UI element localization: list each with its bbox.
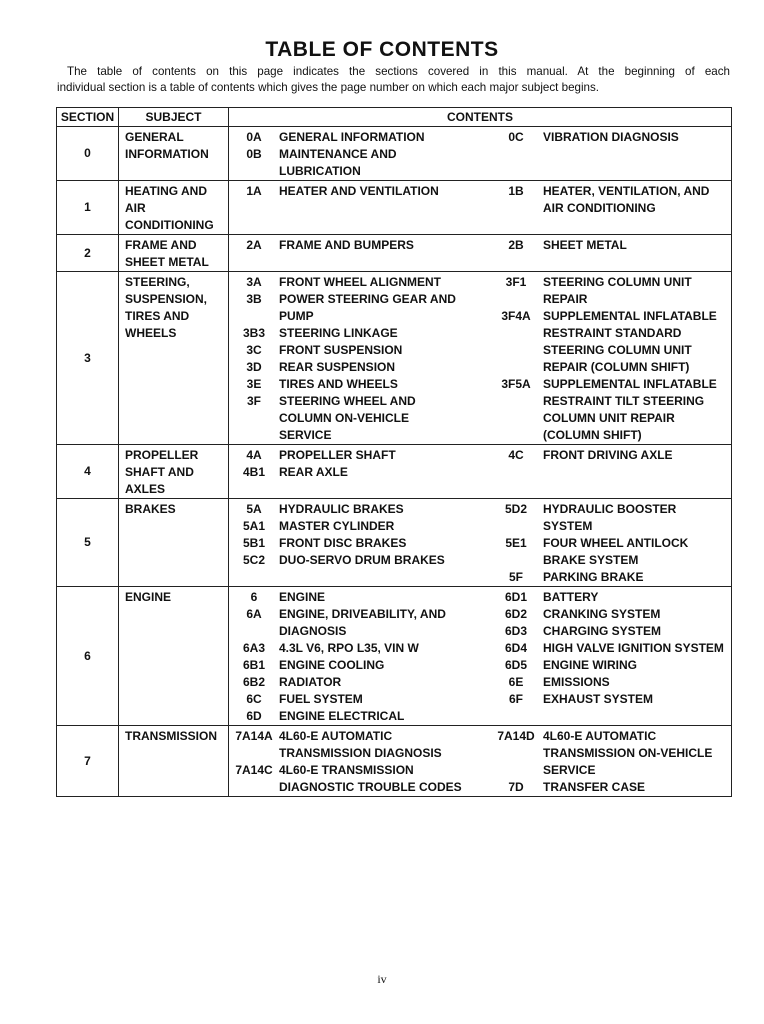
right-code (489, 291, 543, 308)
left-title: DIAGNOSIS (279, 624, 347, 638)
right-code: 3F1 (505, 275, 527, 289)
right-code: 6D1 (504, 590, 527, 604)
left-code: 3C (246, 343, 262, 357)
right-code: 6D4 (504, 641, 527, 655)
subject-cell (119, 181, 229, 235)
contents-grid (229, 501, 731, 586)
right-title: REPAIR (COLUMN SHIFT) (543, 360, 690, 374)
right-title: AIR CONDITIONING (543, 201, 656, 215)
right-code: 3F4A (501, 309, 531, 323)
left-title: TRANSMISSION DIAGNOSIS (279, 746, 442, 760)
left-code: 6A3 (242, 641, 265, 655)
subject-cell (119, 587, 229, 726)
section-number: 7 (57, 726, 119, 797)
subject-cell (119, 499, 229, 587)
left-code: 4B1 (242, 465, 265, 479)
left-title: FRONT SUSPENSION (279, 343, 403, 357)
left-code (229, 254, 279, 271)
right-title: CRANKING SYSTEM (543, 607, 661, 621)
right-title: VIBRATION DIAGNOSIS (543, 130, 679, 144)
contents-grid (229, 129, 731, 180)
contents-cell (229, 587, 732, 726)
right-title: TRANSFER CASE (543, 780, 646, 794)
left-title: STEERING LINKAGE (279, 326, 398, 340)
right-title: SHEET METAL (543, 238, 627, 252)
right-code (489, 254, 543, 271)
right-title (543, 708, 732, 725)
left-title: SERVICE (279, 428, 332, 442)
contents-grid (229, 589, 731, 725)
right-title (543, 163, 732, 180)
subject-line: AIR (125, 201, 146, 215)
contents-cell (229, 499, 732, 587)
subject-line: PROPELLER (125, 448, 199, 462)
left-title (279, 254, 489, 271)
subject-cell (119, 272, 229, 445)
right-code: 4C (508, 448, 524, 462)
left-title: FRONT WHEEL ALIGNMENT (279, 275, 441, 289)
left-code: 6B2 (242, 675, 265, 689)
right-title: ENGINE WIRING (543, 658, 638, 672)
left-code: 3D (246, 360, 262, 374)
table-row (57, 235, 732, 272)
right-code: 6F (508, 692, 523, 706)
right-title (543, 464, 732, 481)
right-title: FOUR WHEEL ANTILOCK (543, 536, 689, 550)
right-code (489, 393, 543, 410)
intro-paragraph (57, 64, 730, 96)
contents-table (56, 107, 732, 797)
subject-line: TRANSMISSION (125, 729, 218, 743)
left-title: FRAME AND BUMPERS (279, 238, 414, 252)
subject-line: HEATING AND (125, 184, 207, 198)
section-number: 5 (57, 499, 119, 587)
table-row (57, 499, 732, 587)
right-title: CHARGING SYSTEM (543, 624, 662, 638)
right-code: 5F (508, 570, 523, 584)
right-title: 4L60-E AUTOMATIC (543, 729, 657, 743)
left-code (229, 569, 279, 586)
right-code (489, 552, 543, 569)
subject-line: FRAME AND (125, 238, 197, 252)
section-number: 6 (57, 587, 119, 726)
left-code (229, 623, 279, 640)
right-title (543, 146, 732, 163)
left-code: 3B (246, 292, 262, 306)
section-number: 1 (57, 181, 119, 235)
left-code (229, 745, 279, 762)
right-code (489, 146, 543, 163)
left-code (229, 427, 279, 444)
right-code (489, 359, 543, 376)
table-header-row (57, 108, 732, 127)
left-title: LUBRICATION (279, 164, 361, 178)
subject-cell (119, 235, 229, 272)
contents-grid (229, 237, 731, 271)
left-code: 5C2 (242, 553, 265, 567)
right-title: HYDRAULIC BOOSTER (543, 502, 677, 516)
left-title: MAINTENANCE AND (279, 147, 397, 161)
subject-line: INFORMATION (125, 147, 209, 161)
left-code: 0B (246, 147, 262, 161)
right-code: 6D5 (504, 658, 527, 672)
contents-cell (229, 445, 732, 499)
left-code: 7A14A (235, 729, 273, 743)
subject-line: AXLES (125, 482, 166, 496)
right-title (543, 254, 732, 271)
left-title: 4L60-E AUTOMATIC (279, 729, 393, 743)
right-code (489, 163, 543, 180)
right-title: HEATER, VENTILATION, AND (543, 184, 710, 198)
subject-cell (119, 726, 229, 797)
left-title: TIRES AND WHEELS (279, 377, 398, 391)
right-code: 1B (508, 184, 524, 198)
left-title (279, 481, 489, 498)
subject-line: SUSPENSION, (125, 292, 208, 306)
right-title: HIGH VALVE IGNITION SYSTEM (543, 641, 724, 655)
section-number: 0 (57, 127, 119, 181)
left-code (229, 481, 279, 498)
left-title (279, 217, 489, 234)
right-code: 7D (508, 780, 524, 794)
left-code: 0A (246, 130, 262, 144)
left-code (229, 410, 279, 427)
left-code (229, 200, 279, 217)
subject-line: ENGINE (125, 590, 172, 604)
right-code: 6D2 (504, 607, 527, 621)
right-title: (COLUMN SHIFT) (543, 428, 642, 442)
subject-line: WHEELS (125, 326, 177, 340)
right-code (489, 745, 543, 762)
table-row (57, 587, 732, 726)
right-title: SUPPLEMENTAL INFLATABLE (543, 309, 717, 323)
subject-line: BRAKES (125, 502, 176, 516)
left-title: RADIATOR (279, 675, 342, 689)
intro-line-1: The table of contents on this page indicates the sections covered in this manual. At the beginning of each (67, 65, 730, 78)
subject-cell (119, 127, 229, 181)
section-number: 3 (57, 272, 119, 445)
right-title: SERVICE (543, 763, 596, 777)
left-code: 3E (246, 377, 262, 391)
right-title: RESTRAINT STANDARD (543, 326, 682, 340)
right-code (489, 410, 543, 427)
left-code: 6A (246, 607, 262, 621)
left-code (229, 163, 279, 180)
table-row (57, 181, 732, 235)
right-title: SYSTEM (543, 519, 593, 533)
table-row (57, 726, 732, 797)
left-title: ENGINE, DRIVEABILITY, AND (279, 607, 446, 621)
left-code: 6B1 (242, 658, 265, 672)
table-body (57, 127, 732, 797)
left-code: 3B3 (242, 326, 265, 340)
left-code: 4A (246, 448, 262, 462)
subject-line: CONDITIONING (125, 218, 214, 232)
right-title: STEERING COLUMN UNIT (543, 343, 692, 357)
right-code: 5D2 (504, 502, 527, 516)
contents-cell (229, 127, 732, 181)
left-title: POWER STEERING GEAR AND (279, 292, 456, 306)
table-row (57, 127, 732, 181)
table-row (57, 445, 732, 499)
right-title: FRONT DRIVING AXLE (543, 448, 673, 462)
right-code: 5E1 (505, 536, 527, 550)
left-title: STEERING WHEEL AND (279, 394, 416, 408)
left-code: 3A (246, 275, 262, 289)
right-title: STEERING COLUMN UNIT (543, 275, 692, 289)
right-title: EXHAUST SYSTEM (543, 692, 654, 706)
right-code (489, 464, 543, 481)
header-section: SECTION (57, 108, 119, 127)
left-code: 2A (246, 238, 262, 252)
right-code: 6E (508, 675, 524, 689)
left-title: DIAGNOSTIC TROUBLE CODES (279, 780, 462, 794)
left-title: REAR AXLE (279, 465, 348, 479)
right-code (489, 342, 543, 359)
left-code: 7A14C (235, 763, 273, 777)
left-code: 5A (246, 502, 262, 516)
left-title: FUEL SYSTEM (279, 692, 363, 706)
left-title: HEATER AND VENTILATION (279, 184, 439, 198)
right-code: 6D3 (504, 624, 527, 638)
right-code: 0C (508, 130, 524, 144)
right-code: 2B (508, 238, 524, 252)
right-code (489, 481, 543, 498)
contents-grid (229, 447, 731, 498)
intro-line-2: individual section is a table of contents which gives the page number on which each major subject begins. (57, 81, 600, 94)
header-subject: SUBJECT (119, 108, 229, 127)
right-code: 7A14D (497, 729, 535, 743)
subject-line: SHEET METAL (125, 255, 209, 269)
left-title: ENGINE COOLING (279, 658, 385, 672)
subject-line: STEERING, (125, 275, 190, 289)
right-title: SUPPLEMENTAL INFLATABLE (543, 377, 717, 391)
right-title (543, 217, 732, 234)
right-title: PARKING BRAKE (543, 570, 644, 584)
left-code: 6 (250, 590, 258, 604)
right-title: BATTERY (543, 590, 599, 604)
right-title (543, 481, 732, 498)
left-code: 5A1 (242, 519, 265, 533)
right-code (489, 217, 543, 234)
right-title: EMISSIONS (543, 675, 610, 689)
left-title: ENGINE ELECTRICAL (279, 709, 405, 723)
subject-cell (119, 445, 229, 499)
left-title: REAR SUSPENSION (279, 360, 396, 374)
subject-line: GENERAL (125, 130, 184, 144)
right-code (489, 200, 543, 217)
contents-grid (229, 183, 731, 234)
left-code (229, 779, 279, 796)
left-title: COLUMN ON-VEHICLE (279, 411, 409, 425)
right-code (489, 325, 543, 342)
page-title: TABLE OF CONTENTS (265, 38, 499, 61)
subject-line: SHAFT AND (125, 465, 194, 479)
left-code: 6D (246, 709, 262, 723)
contents-cell (229, 235, 732, 272)
left-code: 3F (246, 394, 261, 408)
contents-grid (229, 274, 731, 444)
left-code (229, 217, 279, 234)
table-row (57, 272, 732, 445)
left-title: DUO-SERVO DRUM BRAKES (279, 553, 445, 567)
contents-grid (229, 728, 731, 796)
left-title: 4L60-E TRANSMISSION (279, 763, 414, 777)
contents-cell (229, 726, 732, 797)
right-title: REPAIR (543, 292, 588, 306)
right-title: RESTRAINT TILT STEERING (543, 394, 705, 408)
right-code (489, 762, 543, 779)
right-title: BRAKE SYSTEM (543, 553, 639, 567)
left-title: PROPELLER SHAFT (279, 448, 396, 462)
right-title: TRANSMISSION ON-VEHICLE (543, 746, 713, 760)
left-code (229, 308, 279, 325)
left-code: 1A (246, 184, 262, 198)
page-number: iv (377, 972, 387, 986)
left-title (279, 569, 489, 586)
left-title: FRONT DISC BRAKES (279, 536, 407, 550)
right-code (489, 427, 543, 444)
header-contents: CONTENTS (229, 108, 732, 127)
contents-cell (229, 272, 732, 445)
right-code: 3F5A (501, 377, 531, 391)
right-code (489, 708, 543, 725)
right-title: COLUMN UNIT REPAIR (543, 411, 675, 425)
right-code (489, 518, 543, 535)
section-number: 2 (57, 235, 119, 272)
left-title: MASTER CYLINDER (279, 519, 395, 533)
subject-line: TIRES AND (125, 309, 190, 323)
left-code: 6C (246, 692, 262, 706)
left-title: GENERAL INFORMATION (279, 130, 425, 144)
left-title (279, 200, 489, 217)
contents-cell (229, 181, 732, 235)
left-title: 4.3L V6, RPO L35, VIN W (279, 641, 419, 655)
left-title: HYDRAULIC BRAKES (279, 502, 404, 516)
left-title: ENGINE (279, 590, 326, 604)
left-title: PUMP (279, 309, 314, 323)
left-code: 5B1 (242, 536, 265, 550)
section-number: 4 (57, 445, 119, 499)
